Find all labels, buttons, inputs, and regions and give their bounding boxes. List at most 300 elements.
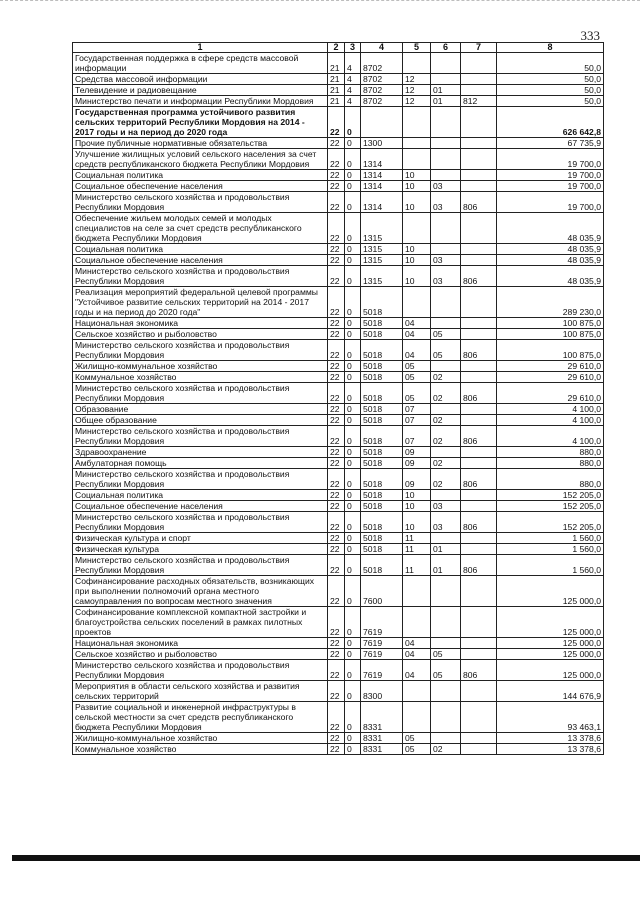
row-code-2: 22 [328, 383, 345, 404]
row-code-2: 22 [328, 733, 345, 744]
row-code-2: 22 [328, 458, 345, 469]
table-row [73, 138, 604, 149]
row-subsection [431, 149, 461, 170]
row-name: Министерство сельского хозяйства и продовольствия Республики Мордовия [73, 266, 328, 287]
row-amount: 1 560,0 [497, 533, 604, 544]
row-code-2: 22 [328, 415, 345, 426]
row-subsection: 05 [431, 649, 461, 660]
row-target-code: 8702 [361, 53, 403, 74]
row-code-2: 22 [328, 576, 345, 607]
row-amount: 1 560,0 [497, 544, 604, 555]
row-name: Коммунальное хозяйство [73, 372, 328, 383]
row-code-3: 0 [345, 149, 361, 170]
row-code-3: 0 [345, 213, 361, 244]
row-name: Национальная экономика [73, 318, 328, 329]
row-amount: 100 875,0 [497, 340, 604, 361]
row-subsection: 05 [431, 340, 461, 361]
row-ministry-code [461, 733, 497, 744]
row-name: Улучшение жилищных условий сельского населения за счет средств республиканского бюджета Республики Мордовия [73, 149, 328, 170]
row-section: 09 [403, 447, 431, 458]
row-amount: 100 875,0 [497, 329, 604, 340]
row-ministry-code [461, 287, 497, 318]
header-col-7: 7 [461, 43, 497, 53]
row-ministry-code [461, 702, 497, 733]
row-code-3: 0 [345, 244, 361, 255]
row-amount: 125 000,0 [497, 660, 604, 681]
row-target-code: 8702 [361, 74, 403, 85]
row-subsection [431, 404, 461, 415]
row-name: Жилищно-коммунальное хозяйство [73, 361, 328, 372]
row-code-3: 0 [345, 512, 361, 533]
row-target-code [361, 107, 403, 138]
row-ministry-code [461, 533, 497, 544]
table-row [73, 181, 604, 192]
row-name: Софинансирование комплексной компактной застройки и благоустройства сельских поселений в рамках пилотных проектов [73, 607, 328, 638]
row-name: Физическая культура [73, 544, 328, 555]
table-row [73, 53, 604, 74]
table-row [73, 361, 604, 372]
row-target-code: 5018 [361, 426, 403, 447]
row-code-3: 0 [345, 576, 361, 607]
row-code-3: 0 [345, 544, 361, 555]
row-section [403, 138, 431, 149]
row-code-3: 0 [345, 702, 361, 733]
row-amount: 19 700,0 [497, 192, 604, 213]
row-subsection: 05 [431, 660, 461, 681]
row-code-2: 21 [328, 96, 345, 107]
row-amount: 1 560,0 [497, 555, 604, 576]
row-section: 10 [403, 170, 431, 181]
row-section [403, 702, 431, 733]
row-target-code: 5018 [361, 318, 403, 329]
row-amount: 4 100,0 [497, 404, 604, 415]
row-code-3: 0 [345, 255, 361, 266]
row-ministry-code: 806 [461, 426, 497, 447]
row-code-3: 0 [345, 181, 361, 192]
row-subsection: 05 [431, 329, 461, 340]
row-target-code: 5018 [361, 555, 403, 576]
row-amount: 50,0 [497, 85, 604, 96]
row-amount: 48 035,9 [497, 213, 604, 244]
row-name: Социальное обеспечение населения [73, 255, 328, 266]
row-target-code: 5018 [361, 329, 403, 340]
row-code-3: 0 [345, 744, 361, 755]
table-row [73, 74, 604, 85]
row-amount: 50,0 [497, 74, 604, 85]
header-col-8: 8 [497, 43, 604, 53]
row-code-3: 0 [345, 318, 361, 329]
row-target-code: 8331 [361, 702, 403, 733]
row-code-3: 0 [345, 107, 361, 138]
row-subsection: 02 [431, 469, 461, 490]
row-section [403, 287, 431, 318]
row-code-2: 22 [328, 181, 345, 192]
row-ministry-code [461, 638, 497, 649]
table-row [73, 383, 604, 404]
row-target-code: 5018 [361, 361, 403, 372]
row-code-2: 22 [328, 149, 345, 170]
table-row [73, 255, 604, 266]
row-section: 11 [403, 544, 431, 555]
row-ministry-code [461, 361, 497, 372]
row-section: 05 [403, 744, 431, 755]
row-target-code: 5018 [361, 447, 403, 458]
row-name: Министерство сельского хозяйства и продовольствия Республики Мордовия [73, 660, 328, 681]
row-ministry-code: 806 [461, 469, 497, 490]
row-section [403, 576, 431, 607]
row-amount: 880,0 [497, 458, 604, 469]
row-target-code: 5018 [361, 458, 403, 469]
row-code-2: 22 [328, 255, 345, 266]
row-code-2: 22 [328, 372, 345, 383]
row-section: 04 [403, 649, 431, 660]
row-amount: 13 378,6 [497, 744, 604, 755]
row-code-3: 0 [345, 383, 361, 404]
table-row [73, 213, 604, 244]
row-ministry-code [461, 744, 497, 755]
row-code-3: 0 [345, 361, 361, 372]
table-body [73, 53, 604, 755]
row-subsection [431, 213, 461, 244]
row-amount: 29 610,0 [497, 361, 604, 372]
row-amount: 125 000,0 [497, 607, 604, 638]
row-name: Здравоохранение [73, 447, 328, 458]
row-subsection [431, 138, 461, 149]
row-target-code: 8331 [361, 744, 403, 755]
row-section: 09 [403, 458, 431, 469]
row-ministry-code [461, 458, 497, 469]
row-ministry-code: 806 [461, 192, 497, 213]
row-amount: 125 000,0 [497, 576, 604, 607]
row-ministry-code [461, 501, 497, 512]
row-target-code: 5018 [361, 490, 403, 501]
row-section: 05 [403, 733, 431, 744]
table-row [73, 107, 604, 138]
row-amount: 626 642,8 [497, 107, 604, 138]
row-target-code: 7619 [361, 638, 403, 649]
row-ministry-code [461, 170, 497, 181]
row-name: Обеспечение жильем молодых семей и молодых специалистов на селе за счет средств республиканского бюджета Республики Мордовия [73, 213, 328, 244]
budget-table [72, 42, 604, 755]
table-row [73, 490, 604, 501]
row-ministry-code [461, 213, 497, 244]
row-name: Социальное обеспечение населения [73, 501, 328, 512]
row-name: Средства массовой информации [73, 74, 328, 85]
row-subsection: 02 [431, 458, 461, 469]
row-code-3: 0 [345, 490, 361, 501]
row-name: Физическая культура и спорт [73, 533, 328, 544]
table-row [73, 329, 604, 340]
row-subsection [431, 533, 461, 544]
row-ministry-code: 806 [461, 383, 497, 404]
row-target-code: 1314 [361, 181, 403, 192]
row-subsection [431, 638, 461, 649]
row-name: Государственная поддержка в сфере средств массовой информации [73, 53, 328, 74]
row-subsection [431, 74, 461, 85]
row-amount: 880,0 [497, 447, 604, 458]
row-code-3: 0 [345, 170, 361, 181]
table-row [73, 744, 604, 755]
row-ministry-code: 806 [461, 555, 497, 576]
row-name: Телевидение и радиовещание [73, 85, 328, 96]
row-amount: 48 035,9 [497, 244, 604, 255]
row-ministry-code [461, 607, 497, 638]
table-row [73, 469, 604, 490]
row-ministry-code [461, 415, 497, 426]
row-code-2: 22 [328, 329, 345, 340]
row-subsection: 03 [431, 266, 461, 287]
header-col-3: 3 [345, 43, 361, 53]
row-section: 07 [403, 426, 431, 447]
row-code-3: 4 [345, 96, 361, 107]
row-name: Министерство сельского хозяйства и продовольствия Республики Мордовия [73, 383, 328, 404]
table-row [73, 544, 604, 555]
row-code-3: 0 [345, 649, 361, 660]
row-section: 07 [403, 404, 431, 415]
row-amount: 152 205,0 [497, 512, 604, 533]
row-subsection [431, 170, 461, 181]
row-code-3: 0 [345, 733, 361, 744]
row-subsection: 02 [431, 372, 461, 383]
row-name: Министерство сельского хозяйства и продовольствия Республики Мордовия [73, 192, 328, 213]
row-ministry-code [461, 372, 497, 383]
row-ministry-code [461, 649, 497, 660]
row-section: 05 [403, 383, 431, 404]
row-target-code: 5018 [361, 287, 403, 318]
row-amount: 880,0 [497, 469, 604, 490]
table-row [73, 576, 604, 607]
row-target-code: 1314 [361, 149, 403, 170]
row-name: Министерство сельского хозяйства и продовольствия Республики Мордовия [73, 340, 328, 361]
row-code-3: 0 [345, 415, 361, 426]
row-target-code: 1314 [361, 192, 403, 213]
table-row [73, 501, 604, 512]
row-amount: 19 700,0 [497, 149, 604, 170]
row-section: 04 [403, 638, 431, 649]
row-name: Министерство сельского хозяйства и продовольствия Республики Мордовия [73, 426, 328, 447]
table-row [73, 426, 604, 447]
row-amount: 144 676,9 [497, 681, 604, 702]
row-ministry-code [461, 74, 497, 85]
row-target-code: 5018 [361, 469, 403, 490]
row-ministry-code [461, 318, 497, 329]
header-col-1: 1 [73, 43, 328, 53]
row-code-2: 22 [328, 607, 345, 638]
row-ministry-code [461, 681, 497, 702]
row-ministry-code [461, 490, 497, 501]
row-subsection: 02 [431, 383, 461, 404]
row-code-3: 0 [345, 555, 361, 576]
table-row [73, 512, 604, 533]
row-name: Софинансирование расходных обязательств, возникающих при выполнении полномочий органа местного самоуправления по вопросам местного значения [73, 576, 328, 607]
row-subsection [431, 490, 461, 501]
table-row [73, 733, 604, 744]
row-section: 05 [403, 361, 431, 372]
row-code-3: 0 [345, 192, 361, 213]
row-subsection: 01 [431, 96, 461, 107]
row-target-code: 1315 [361, 255, 403, 266]
row-subsection: 02 [431, 426, 461, 447]
row-section: 10 [403, 490, 431, 501]
row-ministry-code [461, 181, 497, 192]
row-target-code: 5018 [361, 340, 403, 361]
table-row [73, 638, 604, 649]
row-subsection [431, 607, 461, 638]
row-ministry-code [461, 85, 497, 96]
table-row [73, 96, 604, 107]
row-code-2: 22 [328, 318, 345, 329]
row-code-2: 22 [328, 340, 345, 361]
row-ministry-code [461, 329, 497, 340]
row-section: 04 [403, 660, 431, 681]
row-code-2: 21 [328, 74, 345, 85]
table-row [73, 660, 604, 681]
row-amount: 29 610,0 [497, 372, 604, 383]
table-row [73, 192, 604, 213]
row-code-3: 0 [345, 404, 361, 415]
row-subsection [431, 702, 461, 733]
row-subsection: 03 [431, 512, 461, 533]
row-amount: 100 875,0 [497, 318, 604, 329]
table-row [73, 149, 604, 170]
row-name: Мероприятия в области сельского хозяйства и развития сельских территорий [73, 681, 328, 702]
row-code-2: 22 [328, 501, 345, 512]
row-section [403, 213, 431, 244]
row-name: Государственная программа устойчивого развития сельских территорий Республики Мордовия на 2014 - 2017 годы и на период до 2020 года [73, 107, 328, 138]
row-subsection: 03 [431, 192, 461, 213]
row-amount: 48 035,9 [497, 255, 604, 266]
row-code-2: 22 [328, 702, 345, 733]
row-ministry-code: 806 [461, 660, 497, 681]
row-name: Образование [73, 404, 328, 415]
table-row [73, 533, 604, 544]
row-name: Министерство сельского хозяйства и продовольствия Республики Мордовия [73, 512, 328, 533]
row-target-code: 7619 [361, 607, 403, 638]
row-subsection [431, 361, 461, 372]
row-ministry-code [461, 447, 497, 458]
row-code-2: 22 [328, 681, 345, 702]
row-name: Социальная политика [73, 490, 328, 501]
row-ministry-code [461, 53, 497, 74]
row-target-code: 1300 [361, 138, 403, 149]
row-code-2: 22 [328, 744, 345, 755]
row-target-code: 5018 [361, 404, 403, 415]
row-target-code: 1315 [361, 244, 403, 255]
row-code-3: 4 [345, 85, 361, 96]
row-subsection [431, 244, 461, 255]
row-name: Сельское хозяйство и рыболовство [73, 649, 328, 660]
row-ministry-code [461, 404, 497, 415]
row-amount: 125 000,0 [497, 638, 604, 649]
row-subsection: 02 [431, 744, 461, 755]
row-section: 05 [403, 372, 431, 383]
row-name: Жилищно-коммунальное хозяйство [73, 733, 328, 744]
row-subsection: 02 [431, 415, 461, 426]
row-amount: 48 035,9 [497, 266, 604, 287]
row-code-3: 0 [345, 266, 361, 287]
row-amount: 152 205,0 [497, 490, 604, 501]
row-subsection: 01 [431, 555, 461, 576]
row-target-code: 1314 [361, 170, 403, 181]
row-ministry-code [461, 544, 497, 555]
row-section: 04 [403, 340, 431, 361]
row-subsection [431, 733, 461, 744]
row-subsection: 03 [431, 501, 461, 512]
row-name: Коммунальное хозяйство [73, 744, 328, 755]
row-section [403, 53, 431, 74]
row-amount: 19 700,0 [497, 170, 604, 181]
row-subsection [431, 576, 461, 607]
row-amount: 19 700,0 [497, 181, 604, 192]
table-row [73, 85, 604, 96]
row-name: Общее образование [73, 415, 328, 426]
header-col-5: 5 [403, 43, 431, 53]
row-target-code: 5018 [361, 383, 403, 404]
row-target-code: 8702 [361, 96, 403, 107]
row-code-3: 0 [345, 660, 361, 681]
table-row [73, 340, 604, 361]
row-ministry-code [461, 576, 497, 607]
row-code-2: 22 [328, 266, 345, 287]
row-target-code: 8702 [361, 85, 403, 96]
table-row [73, 318, 604, 329]
row-target-code: 7600 [361, 576, 403, 607]
row-code-3: 0 [345, 340, 361, 361]
row-name: Развитие социальной и инженерной инфраструктуры в сельской местности за счет средств республиканского бюджета Республики Мордовия [73, 702, 328, 733]
row-section: 10 [403, 192, 431, 213]
scan-top-edge [0, 0, 640, 15]
row-code-3: 0 [345, 607, 361, 638]
row-code-2: 21 [328, 85, 345, 96]
row-code-2: 22 [328, 638, 345, 649]
row-code-2: 22 [328, 138, 345, 149]
row-target-code: 5018 [361, 372, 403, 383]
row-ministry-code: 812 [461, 96, 497, 107]
row-code-3: 0 [345, 458, 361, 469]
table-row [73, 458, 604, 469]
row-ministry-code: 806 [461, 512, 497, 533]
row-subsection: 03 [431, 255, 461, 266]
table-row [73, 244, 604, 255]
row-section: 12 [403, 96, 431, 107]
row-code-2: 22 [328, 107, 345, 138]
row-code-2: 22 [328, 244, 345, 255]
row-amount: 4 100,0 [497, 415, 604, 426]
row-section: 07 [403, 415, 431, 426]
row-section: 10 [403, 255, 431, 266]
row-amount: 4 100,0 [497, 426, 604, 447]
row-code-2: 22 [328, 447, 345, 458]
row-target-code: 8300 [361, 681, 403, 702]
row-name: Сельское хозяйство и рыболовство [73, 329, 328, 340]
table-row [73, 287, 604, 318]
row-amount: 50,0 [497, 96, 604, 107]
table-row [73, 372, 604, 383]
row-target-code: 8331 [361, 733, 403, 744]
row-code-2: 22 [328, 469, 345, 490]
row-section [403, 607, 431, 638]
row-ministry-code [461, 149, 497, 170]
row-code-2: 22 [328, 426, 345, 447]
row-name: Министерство сельского хозяйства и продовольствия Республики Мордовия [73, 469, 328, 490]
row-code-3: 0 [345, 638, 361, 649]
row-target-code: 1315 [361, 266, 403, 287]
row-subsection [431, 318, 461, 329]
row-target-code: 7619 [361, 649, 403, 660]
row-target-code: 5018 [361, 501, 403, 512]
row-code-3: 0 [345, 372, 361, 383]
row-section: 11 [403, 533, 431, 544]
